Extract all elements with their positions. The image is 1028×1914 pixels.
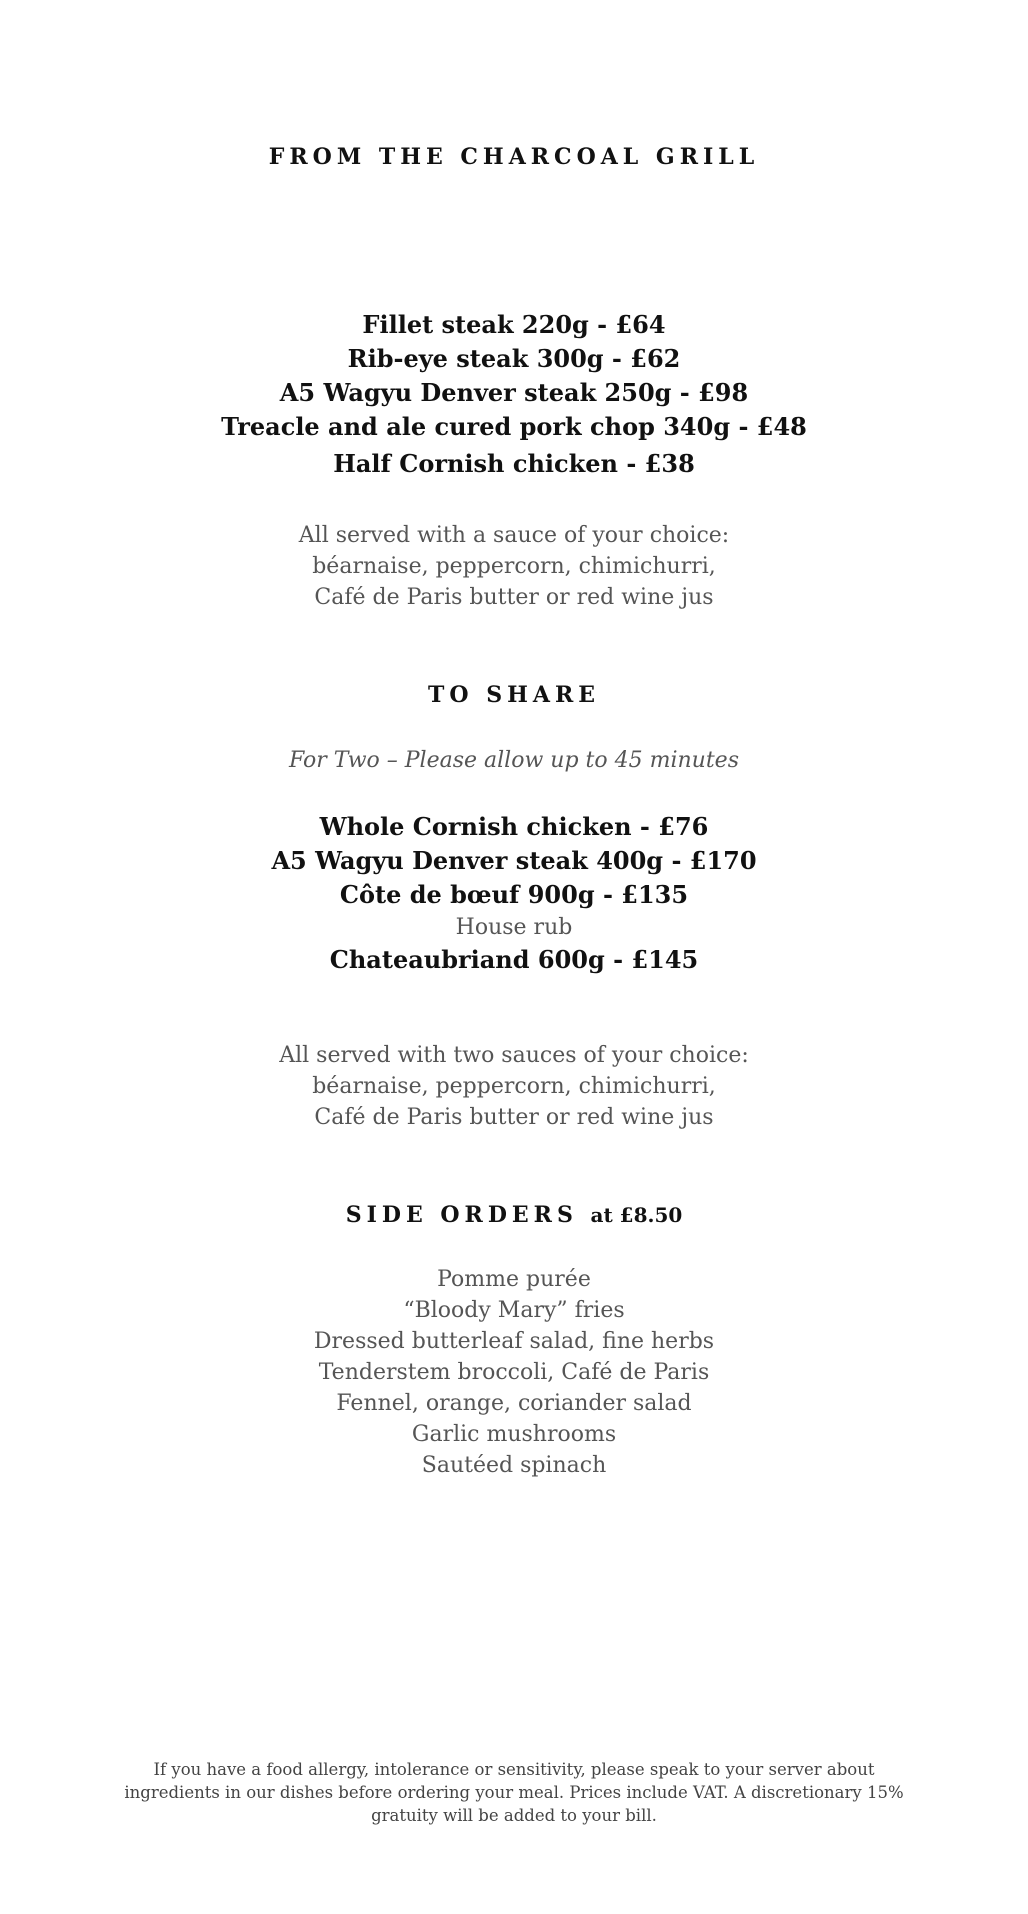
side-item: Fennel, orange, coriander salad — [336, 1391, 692, 1416]
sauce-note-line: Café de Paris butter or red wine jus — [314, 585, 714, 610]
side-item: “Bloody Mary” fries — [403, 1298, 625, 1323]
sides-price: at £8.50 — [590, 1203, 683, 1227]
menu-item: Côte de bœuf 900g - £135 — [339, 880, 689, 909]
sauce-note-line: All served with two sauces of your choice: — [279, 1043, 749, 1068]
side-item: Garlic mushrooms — [411, 1422, 617, 1447]
footer-line: gratuity will be added to your bill. — [371, 1806, 657, 1825]
sauce-note-line: béarnaise, peppercorn, chimichurri, — [312, 554, 716, 579]
side-item: Dressed butterleaf salad, fine herbs — [313, 1329, 715, 1354]
menu-item: Half Cornish chicken - £38 — [333, 449, 695, 478]
menu-item: Fillet steak 220g - £64 — [362, 310, 666, 339]
menu-item: Treacle and ale cured pork chop 340g - £48 — [221, 412, 807, 441]
sides-heading — [0, 1202, 1028, 1228]
sauce-note-line: Café de Paris butter or red wine jus — [314, 1105, 714, 1130]
sides-heading-text: SIDE ORDERS — [345, 1202, 578, 1228]
side-item: Pomme purée — [437, 1267, 591, 1292]
menu-item: A5 Wagyu Denver steak 400g - £170 — [271, 846, 757, 875]
share-subtitle: For Two – Please allow up to 45 minutes — [288, 748, 739, 773]
grill-sauce-note — [0, 520, 1028, 613]
sauce-note-line: All served with a sauce of your choice: — [298, 523, 730, 548]
sauce-note-line: béarnaise, peppercorn, chimichurri, — [312, 1074, 716, 1099]
menu-item: Whole Cornish chicken - £76 — [319, 812, 709, 841]
menu-item: Rib-eye steak 300g - £62 — [347, 344, 681, 373]
share-sauce-note — [0, 1040, 1028, 1133]
side-item: Tenderstem broccoli, Café de Paris — [318, 1360, 710, 1385]
menu-item: A5 Wagyu Denver steak 250g - £98 — [279, 378, 749, 407]
grill-heading: FROM THE CHARCOAL GRILL — [268, 144, 760, 170]
item-note: House rub — [455, 915, 573, 940]
share-heading: TO SHARE — [428, 682, 600, 708]
side-item: Sautéed spinach — [421, 1453, 607, 1478]
menu-item: Chateaubriand 600g - £145 — [329, 945, 699, 974]
footer-line: ingredients in our dishes before ordering your meal. Prices include VAT. A discretionary 15% — [124, 1783, 904, 1802]
sides-list — [0, 1264, 1028, 1481]
allergy-footer — [110, 1758, 918, 1827]
footer-line: If you have a food allergy, intolerance or sensitivity, please speak to your server about — [153, 1760, 875, 1779]
grill-items — [0, 308, 1028, 481]
share-items — [0, 810, 1028, 977]
